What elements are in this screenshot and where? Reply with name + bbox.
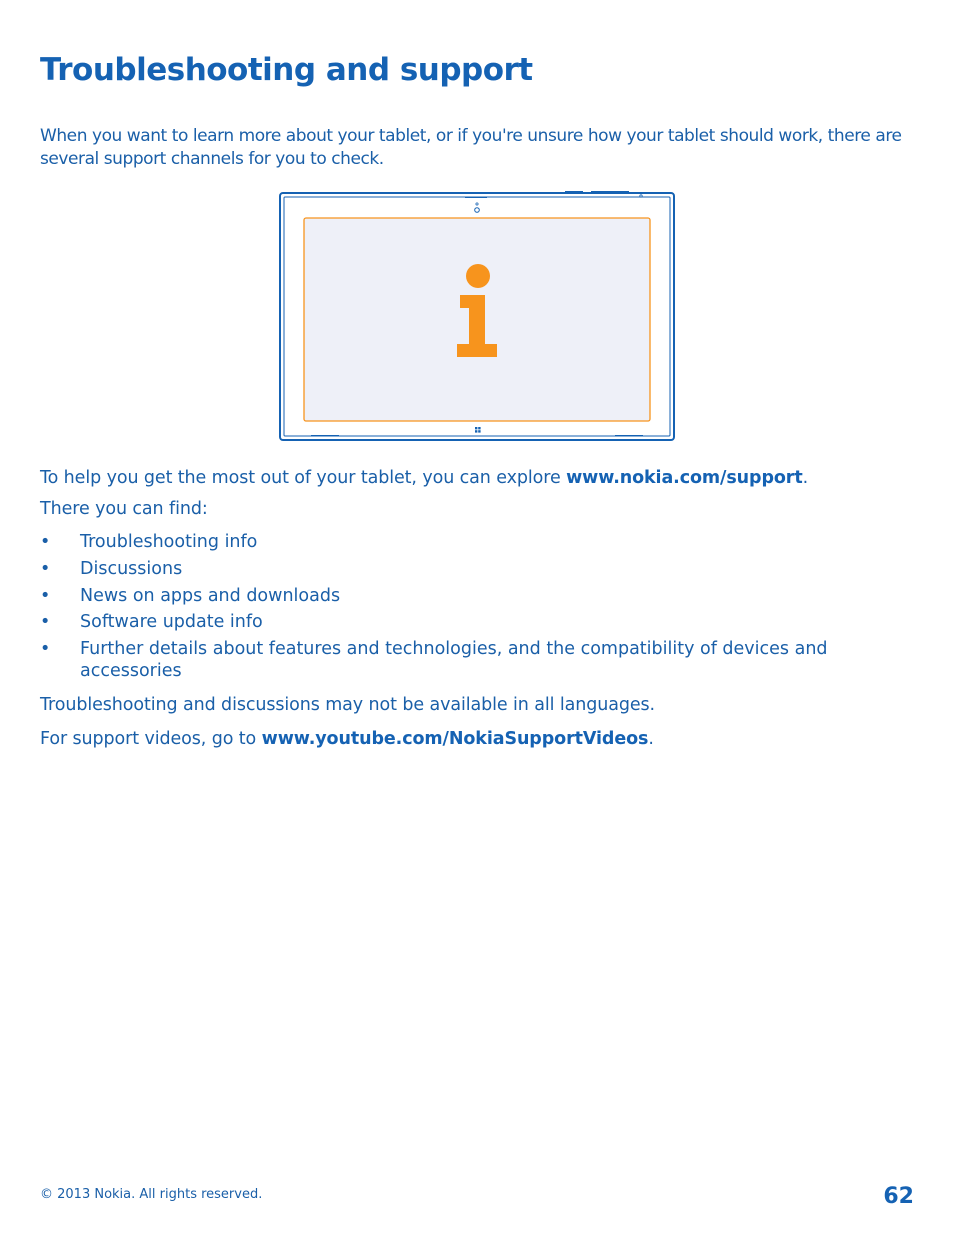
support-list [40,531,920,687]
bullet: • [40,639,51,660]
bullet: • [40,558,51,579]
list-item [40,611,920,633]
bullet: • [40,532,51,552]
support-link[interactable]: www.nokia.com/support [566,468,803,488]
videos-paragraph [40,728,654,751]
list-item-text: News on apps and downloads [80,585,341,606]
page-title: Troubleshooting and support [40,52,533,88]
explore-paragraph [40,467,808,490]
intro-paragraph: When you want to learn more about your tablet, or if you're unsure how your tablet should work, there are several support channels for you to check. [40,126,902,169]
videos-link[interactable]: www.youtube.com/NokiaSupportVideos [261,729,649,749]
languages-note: Troubleshooting and discussions may not be available in all languages. [40,695,656,715]
list-item-text: Discussions [80,558,183,579]
copyright-footer: © 2013 Nokia. All rights reserved. [40,1187,263,1202]
bullet: • [40,612,51,633]
bullet: • [40,585,51,606]
videos-text: For support videos, go to [40,729,262,749]
list-item-text: Software update info [80,612,263,633]
list-item [40,558,920,580]
list-item-text: Further details about features and technologies, and the compatibility of devices and accessories [80,639,828,682]
list-item-text: Troubleshooting info [80,532,258,552]
page-number: 62 [883,1184,914,1209]
list-item [40,638,920,682]
list-item [40,531,920,553]
explore-suffix: . [802,468,809,488]
find-intro: There you can find: [40,499,208,519]
list-item [40,585,920,607]
tablet-illustration [279,191,675,442]
explore-text: To help you get the most out of your tablet, you can explore [40,468,567,488]
videos-suffix: . [648,729,654,749]
